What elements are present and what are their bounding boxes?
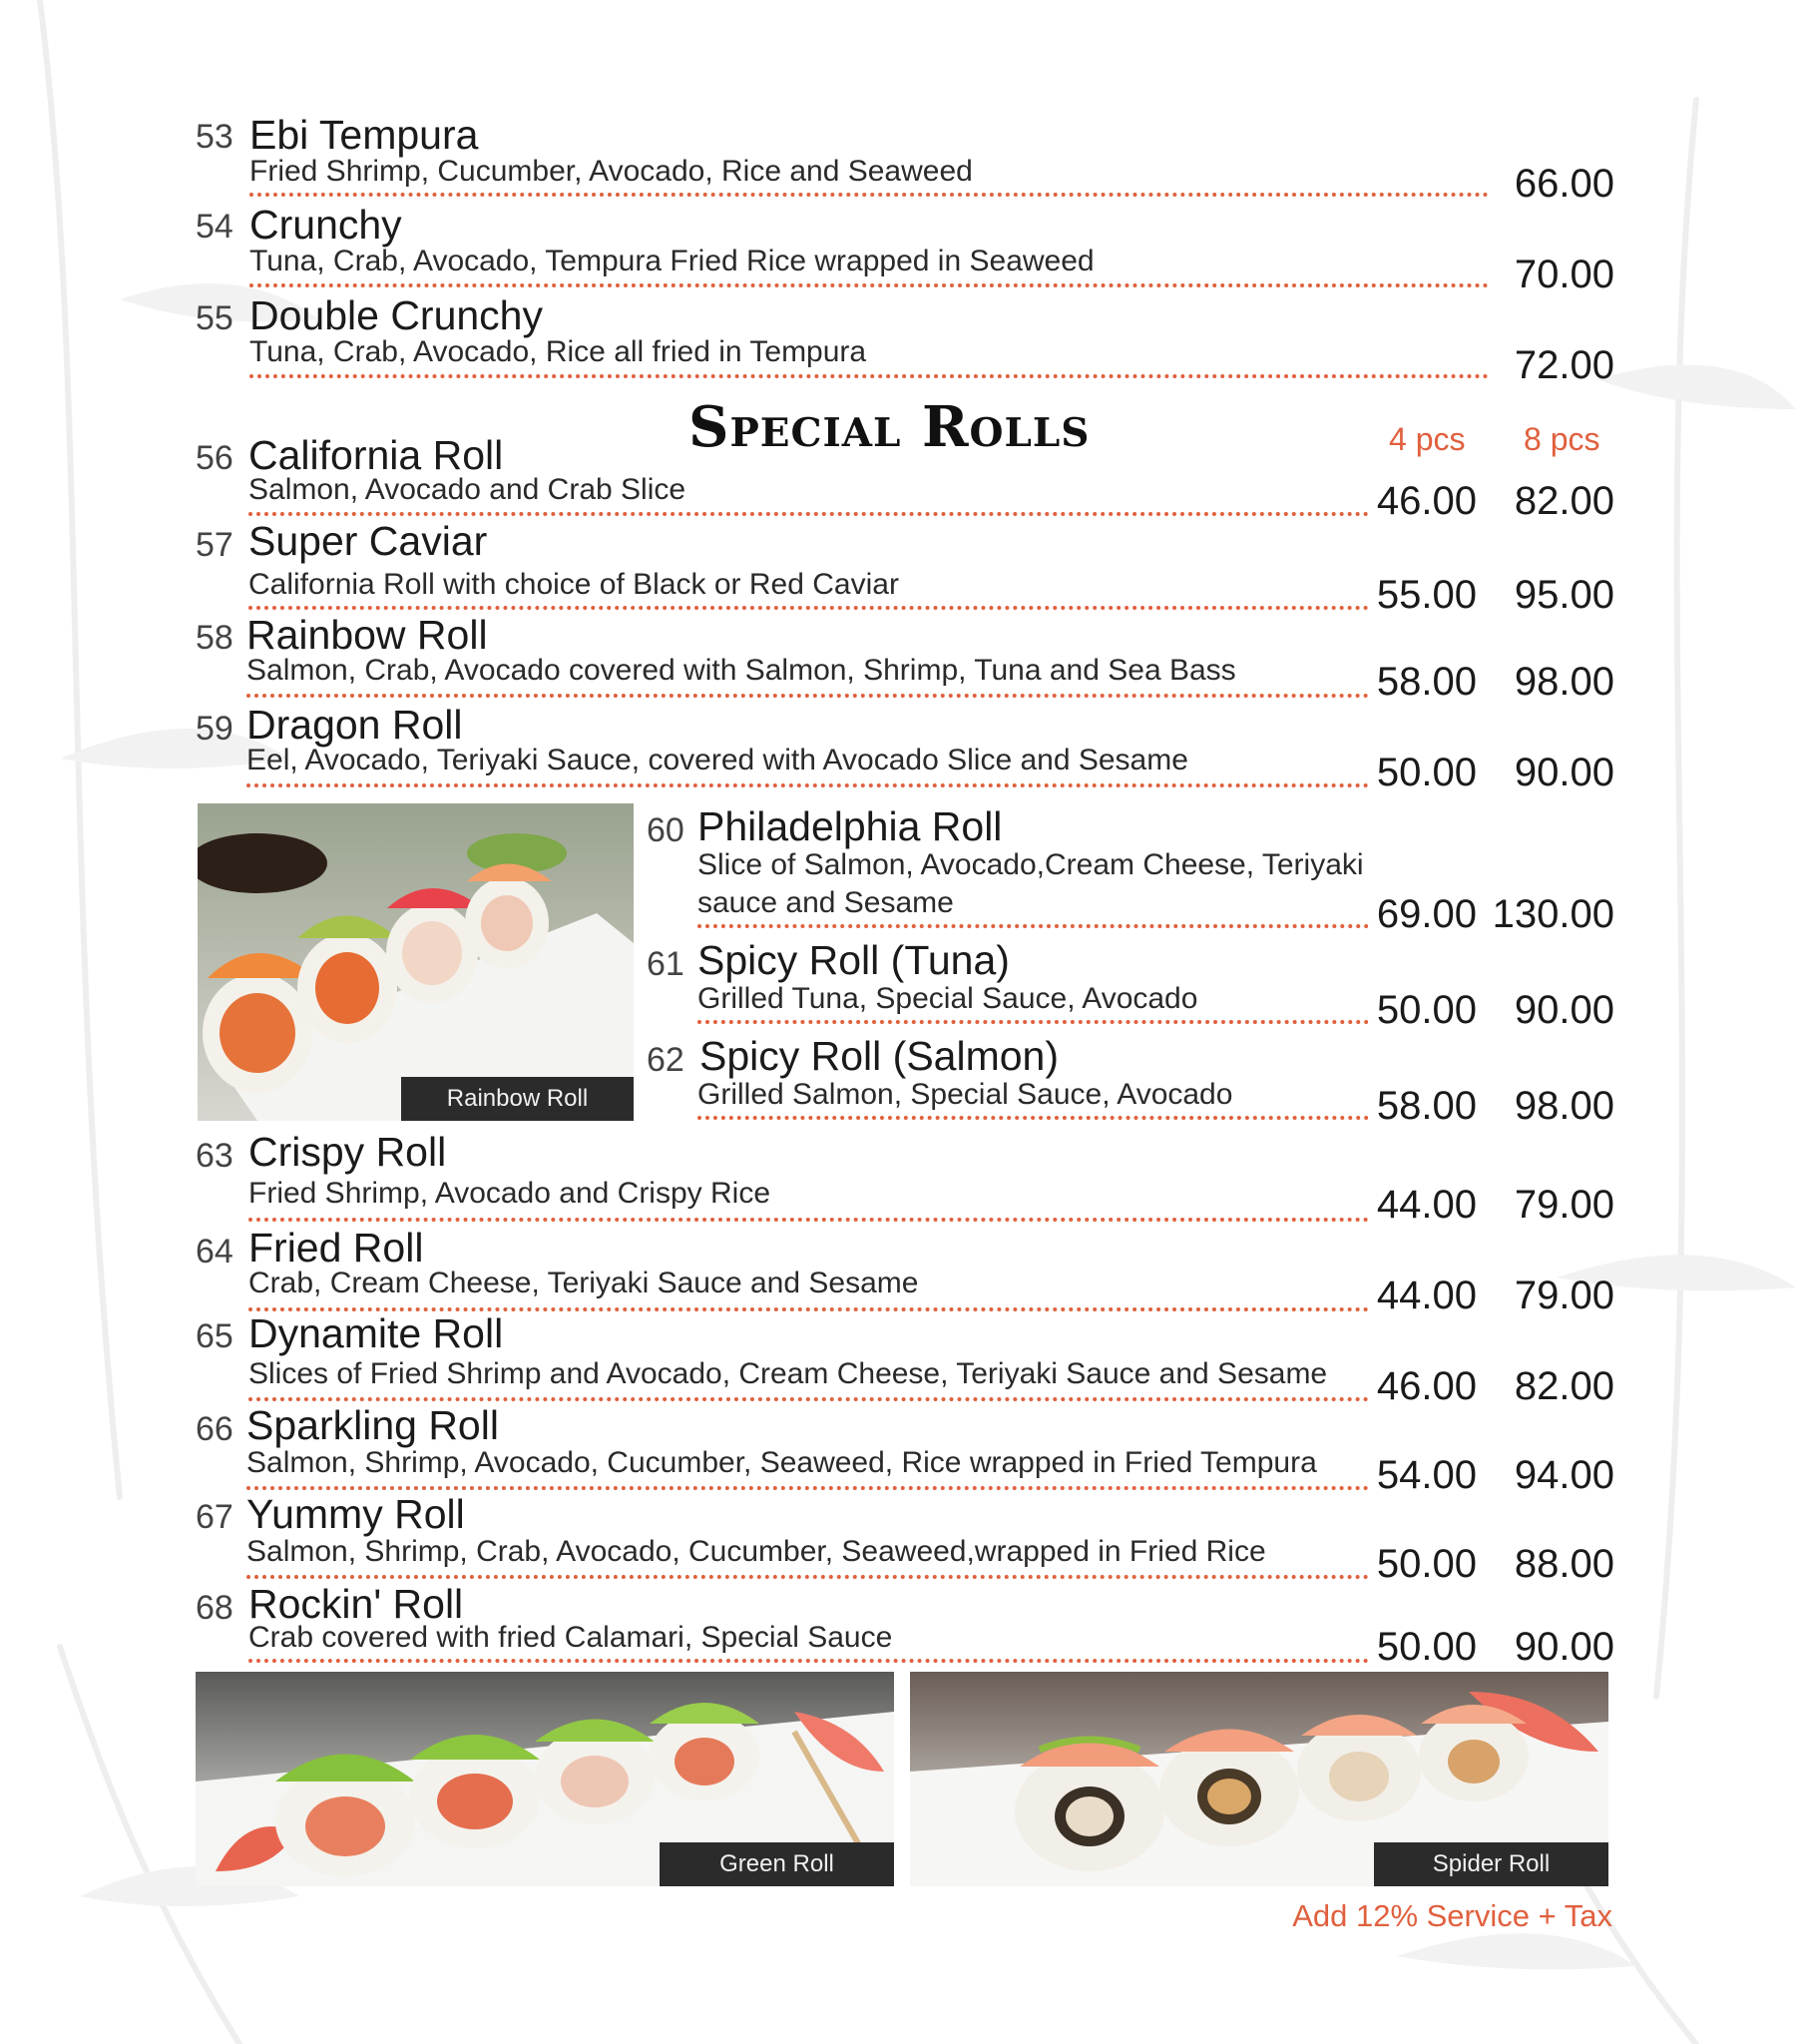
item-description: Grilled Salmon, Special Sauce, Avocado [697, 1078, 1233, 1111]
item-number: 68 [196, 1589, 233, 1627]
dotted-leader [246, 783, 1369, 787]
item-price: 70.00 [1514, 253, 1614, 296]
item-name: Ebi Tempura [249, 112, 479, 158]
item-number: 57 [196, 526, 233, 564]
item-price-4pcs: 46.00 [1376, 1364, 1477, 1408]
item-number: 58 [196, 619, 233, 657]
item-name: Spicy Roll (Salmon) [699, 1033, 1059, 1079]
item-description: Eel, Avocado, Teriyaki Sauce, covered with Avocado Slice and Sesame [246, 744, 1188, 776]
item-name: Super Caviar [248, 518, 488, 564]
dotted-leader [248, 1218, 1369, 1222]
item-description: California Roll with choice of Black or Red Caviar [248, 568, 899, 601]
item-number: 60 [647, 811, 684, 849]
item-description: Salmon, Crab, Avocado covered with Salmon, Shrimp, Tuna and Sea Bass [246, 654, 1236, 687]
item-description: Slices of Fried Shrimp and Avocado, Cream Cheese, Teriyaki Sauce and Sesame [248, 1357, 1328, 1390]
item-price-8pcs: 94.00 [1514, 1453, 1614, 1497]
item-number: 64 [196, 1233, 233, 1271]
item-name: California Roll [248, 432, 504, 478]
item-price-8pcs: 95.00 [1514, 573, 1614, 617]
item-name: Crunchy [249, 202, 402, 248]
item-name: Dynamite Roll [248, 1310, 504, 1356]
item-name: Rockin' Roll [248, 1581, 464, 1627]
item-number: 63 [196, 1137, 233, 1175]
item-description: Tuna, Crab, Avocado, Tempura Fried Rice wrapped in Seaweed [249, 245, 1095, 277]
size-header-8pcs: 8 pcs [1524, 421, 1600, 457]
item-number: 67 [196, 1498, 233, 1536]
dotted-leader [249, 283, 1489, 287]
photo-caption: Green Roll [660, 1842, 894, 1886]
item-price: 72.00 [1514, 343, 1614, 387]
photo-caption: Rainbow Roll [401, 1077, 634, 1121]
item-name: Yummy Roll [246, 1491, 465, 1537]
item-number: 59 [196, 710, 233, 748]
item-price-4pcs: 50.00 [1376, 988, 1477, 1032]
item-price-8pcs: 90.00 [1514, 1625, 1614, 1669]
item-description: Salmon, Avocado and Crab Slice [248, 473, 686, 506]
size-header-4pcs: 4 pcs [1389, 421, 1466, 457]
item-price-4pcs: 46.00 [1376, 479, 1477, 523]
item-price-4pcs: 54.00 [1376, 1453, 1477, 1497]
dotted-leader [246, 1486, 1369, 1490]
item-price-8pcs: 98.00 [1514, 660, 1614, 704]
item-price: 66.00 [1514, 162, 1614, 206]
item-price-8pcs: 88.00 [1514, 1542, 1614, 1586]
item-number: 56 [196, 439, 233, 477]
item-number: 66 [196, 1410, 233, 1448]
spider-roll-photo [910, 1672, 1608, 1886]
item-price-4pcs: 58.00 [1376, 1084, 1477, 1128]
item-number: 62 [647, 1041, 684, 1079]
item-description: Crab covered with fried Calamari, Special Sauce [248, 1621, 893, 1654]
dotted-leader [248, 606, 1369, 610]
dotted-leader [248, 1397, 1369, 1401]
green-roll-photo [196, 1672, 894, 1886]
item-name: Fried Roll [248, 1225, 424, 1271]
item-number: 65 [196, 1317, 233, 1355]
item-name: Spicy Roll (Tuna) [697, 937, 1010, 983]
item-name: Rainbow Roll [246, 612, 488, 658]
dotted-leader [248, 512, 1369, 516]
dotted-leader [697, 1116, 1369, 1120]
photo-caption: Spider Roll [1374, 1842, 1608, 1886]
item-number: 61 [647, 945, 684, 983]
item-name: Sparkling Roll [246, 1402, 499, 1448]
item-description: Tuna, Crab, Avocado, Rice all fried in Tempura [249, 335, 867, 368]
item-price-4pcs: 69.00 [1376, 892, 1477, 936]
item-price-4pcs: 44.00 [1376, 1183, 1477, 1227]
item-price-8pcs: 130.00 [1492, 892, 1614, 936]
item-number: 55 [196, 299, 233, 337]
item-number: 53 [196, 118, 233, 156]
item-price-4pcs: 50.00 [1376, 1542, 1477, 1586]
item-name: Double Crunchy [249, 292, 543, 338]
rainbow-roll-photo [198, 803, 634, 1121]
item-price-8pcs: 79.00 [1514, 1183, 1614, 1227]
item-description: Fried Shrimp, Avocado and Crispy Rice [248, 1177, 771, 1210]
dotted-leader [248, 1659, 1369, 1663]
item-description: Salmon, Shrimp, Avocado, Cucumber, Seaweed, Rice wrapped in Fried Tempura [246, 1446, 1317, 1479]
item-description: Slice of Salmon, Avocado,Cream Cheese, Teriyaki [697, 848, 1364, 881]
item-price-4pcs: 44.00 [1376, 1274, 1477, 1317]
dotted-leader [246, 694, 1369, 698]
item-price-4pcs: 58.00 [1376, 660, 1477, 704]
section-title: Special Rolls [688, 394, 1091, 460]
item-price-8pcs: 90.00 [1514, 751, 1614, 794]
dotted-leader [246, 1575, 1369, 1579]
item-name: Dragon Roll [246, 702, 463, 748]
item-price-8pcs: 90.00 [1514, 988, 1614, 1032]
dotted-leader [249, 374, 1489, 378]
item-price-4pcs: 55.00 [1376, 573, 1477, 617]
item-description: Crab, Cream Cheese, Teriyaki Sauce and Sesame [248, 1267, 919, 1299]
item-name: Crispy Roll [248, 1129, 447, 1175]
dotted-leader [697, 924, 1369, 928]
item-price-4pcs: 50.00 [1376, 1625, 1477, 1669]
item-description: Fried Shrimp, Cucumber, Avocado, Rice and Seaweed [249, 155, 973, 188]
item-price-4pcs: 50.00 [1376, 751, 1477, 794]
item-price-8pcs: 82.00 [1514, 1364, 1614, 1408]
dotted-leader [249, 193, 1489, 197]
item-price-8pcs: 82.00 [1514, 479, 1614, 523]
service-tax-note: Add 12% Service + Tax [1292, 1898, 1612, 1933]
item-name: Philadelphia Roll [697, 803, 1003, 849]
item-price-8pcs: 79.00 [1514, 1274, 1614, 1317]
item-description-line2: sauce and Sesame [697, 886, 954, 919]
item-number: 54 [196, 208, 233, 246]
dotted-leader [697, 1020, 1369, 1024]
item-description: Grilled Tuna, Special Sauce, Avocado [697, 982, 1198, 1015]
item-price-8pcs: 98.00 [1514, 1084, 1614, 1128]
item-description: Salmon, Shrimp, Crab, Avocado, Cucumber, Seaweed,wrapped in Fried Rice [246, 1535, 1266, 1568]
